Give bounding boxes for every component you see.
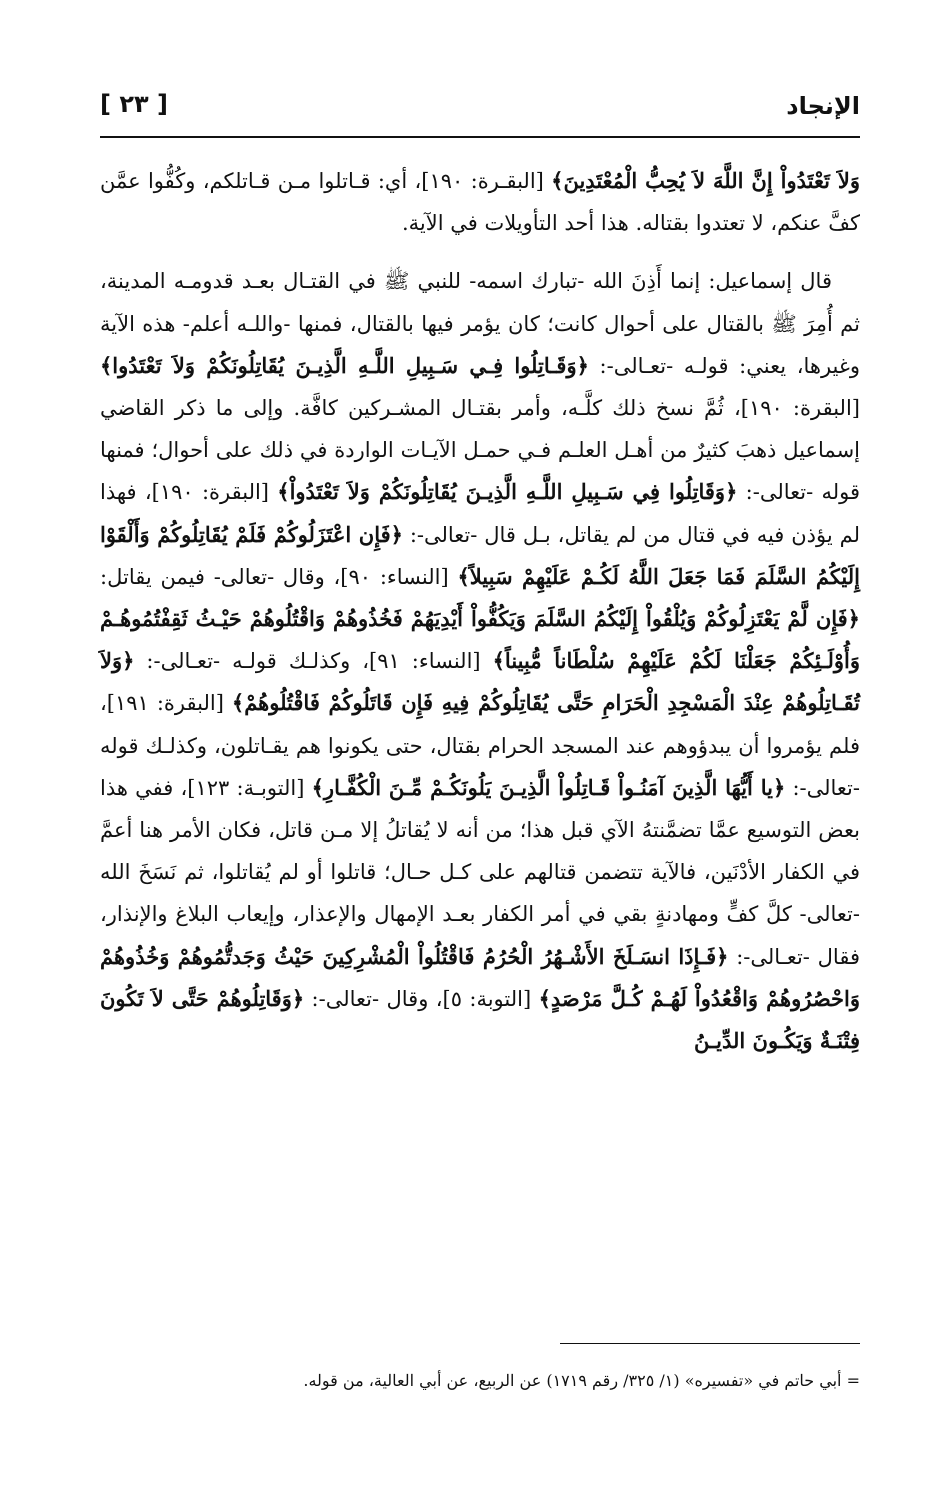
- text-span: [البقرة: ١٩٠]، ثُمَّ نسخ ذلك كلَّـه، وأمر بقتـال المشـركين كافَّة. وإلى ما ذكر القاضي إسماعيل ذهبَ كثيرٌ من أهـل العلـم فـي حمـل الآيـات الواردة في ذلك على أحوال؛ فمنها قوله -تعالى-:: [100, 396, 861, 505]
- quran-quote: ﴿فَإِن اعْتَزَلُوكُمْ فَلَمْ يُقَاتِلُوكُمْ وَأَلْقَوْا إِلَيْكُمُ السَّلَمَ فَمَا جَعَلَ اللَّهُ لَكُـمْ عَلَيْهِمْ سَبِيلاً﴾: [100, 521, 860, 589]
- footnote: = أبي حاتم في «تفسيره» (١/ ٣٢٥/ رقم ١٧١٩) عن الربيع، عن أبي العالية، من قوله.: [303, 1371, 860, 1390]
- page-number: [ ٢٣ ]: [100, 90, 168, 118]
- body-text: [100, 160, 860, 1062]
- text-span: [التوبة: ٥]، وقال -تعالى-:: [304, 986, 539, 1011]
- text-span: [النساء: ٩٠]، وقال -تعالى- فيمن يقاتل:: [100, 564, 458, 589]
- quran-quote: ﴿وَقَاتِلُوهُمْ حَتَّى لاَ تَكُونَ فِتْنَـةٌ وَيَكُـونَ الدِّيـنُ: [100, 985, 860, 1054]
- header-rule: [100, 136, 860, 138]
- paragraph-2: [100, 260, 860, 1062]
- quran-quote: ﴿يا أَيُّهَا الَّذِينَ آمَنُـواْ قَـاتِلُواْ الَّذِيـنَ يَلُونَكُـمْ مِّـنَ الْكُفَّـارِ﴾: [311, 774, 786, 800]
- quran-quote: ﴿فَإِن لَّمْ يَعْتَزِلُوكُمْ وَيُلْقُواْ إِلَيْكُمُ السَّلَمَ وَيَكُفُّواْ أَيْدِيَهُمْ فَخُذُوهُمْ وَاقْتُلُوهُمْ حَيْـثُ ثَقِفْتُمُوهُـمْ وَأُوْلَـئِكُمْ جَعَلْنَا لَكُمْ عَلَيْهِمْ سُلْطَاناً مُّبِيناً﴾: [100, 606, 860, 674]
- quran-quote: ﴿وَقَاتِلُوا فِي سَـبِيلِ اللَّـهِ الَّذِيـنَ يُقَاتِلُونَكُمْ وَلاَ تَعْتَدُواْ﴾: [277, 479, 738, 505]
- text-span: [النساء: ٩١]، وكذلـك قولـه -تعـالى-:: [134, 649, 493, 674]
- text-span: [البقرة: ١٩٠]، فهذا لم يؤذن فيه في قتال من لم يقاتل، بـل قال -تعالى-:: [100, 480, 860, 547]
- running-title: الإنجاد: [786, 92, 860, 120]
- text-span: [البقـرة: ١٩٠]، أي: قـاتلوا مـن قـاتلكم، وكُفُّوا عمَّن كفَّ عنكم، لا تعتدوا بقتاله. هذا أحد التأويلات في الآية.: [100, 169, 860, 236]
- text-span: [التوبـة: ١٢٣]، ففي هذا بعض التوسيع عمَّا تضمَّنتهُ الآي قبل هذا؛ من أنه لا يُقاتلُ إلا مـن قاتل، فكان الأمر هنا أعمَّ في الكفار الأدْنَين، فالآية تتضمن قتالهم على كـل حـال؛ قاتلوا أو لم يُقاتلوا، ثم نَسَخَ الله -تعالى- كلَّ كفٍّ ومهادنةٍ بقي في أمر الكفار بعـد الإمهال والإعذار، وإيعاب البلاغ والإنذار، فقال -تعـالى-:: [100, 775, 860, 969]
- quran-quote: ﴿وَلاَ تُقَـاتِلُوهُمْ عِنْدَ الْمَسْجِدِ الْحَرَامِ حَتَّى يُقَاتِلُوكُمْ فِيهِ فَإِن قَاتَلُوكُمْ فَاقْتُلُوهُمْ﴾: [100, 648, 860, 716]
- quran-quote: وَلاَ تَعْتَدُواْ إِنَّ اللَّهَ لاَ يُحِبُّ الْمُعْتَدِينَ﴾: [551, 168, 860, 193]
- footnote-rule: [560, 1343, 860, 1344]
- text-span: قال إسماعيل: إنما أَذِنَ الله -تبارك اسمه- للنبي ﷺ في القتـال بعـد قدومـه المدينة، ثم أُمِرَ ﷺ بالقتال على أحوال كانت؛ كان يؤمر فيها بالقتال، فمنها -واللـه أعلم- هذه الآية وغيرها، يعني: قولـه -تعـالى-:: [100, 269, 861, 378]
- quran-quote: ﴿فَـإِذَا انسَـلَخَ الأَشْـهُرُ الْحُرُمُ فَاقْتُلُواْ الْمُشْرِكِينَ حَيْثُ وَجَدتُّمُوهُمْ وَخُذُوهُمْ وَاحْصُرُوهُمْ وَاقْعُدُواْ لَهُـمْ كُـلَّ مَرْصَدٍ﴾: [100, 943, 861, 1011]
- quran-quote: ﴿وَقَـاتِلُوا فِـي سَـبِيلِ اللَّـهِ الَّذِيـنَ يُقَاتِلُونَكُمْ وَلاَ تَعْتَدُوا﴾: [100, 352, 589, 378]
- page-header: [100, 88, 860, 128]
- paragraph-1: [100, 160, 860, 244]
- text-span: [البقرة: ١٩١]، فلم يؤمروا أن يبدؤوهم عند المسجد الحرام بقتال، حتى يكونوا هم يقـاتلون، وكذلـك قوله -تعالى-:: [100, 691, 861, 800]
